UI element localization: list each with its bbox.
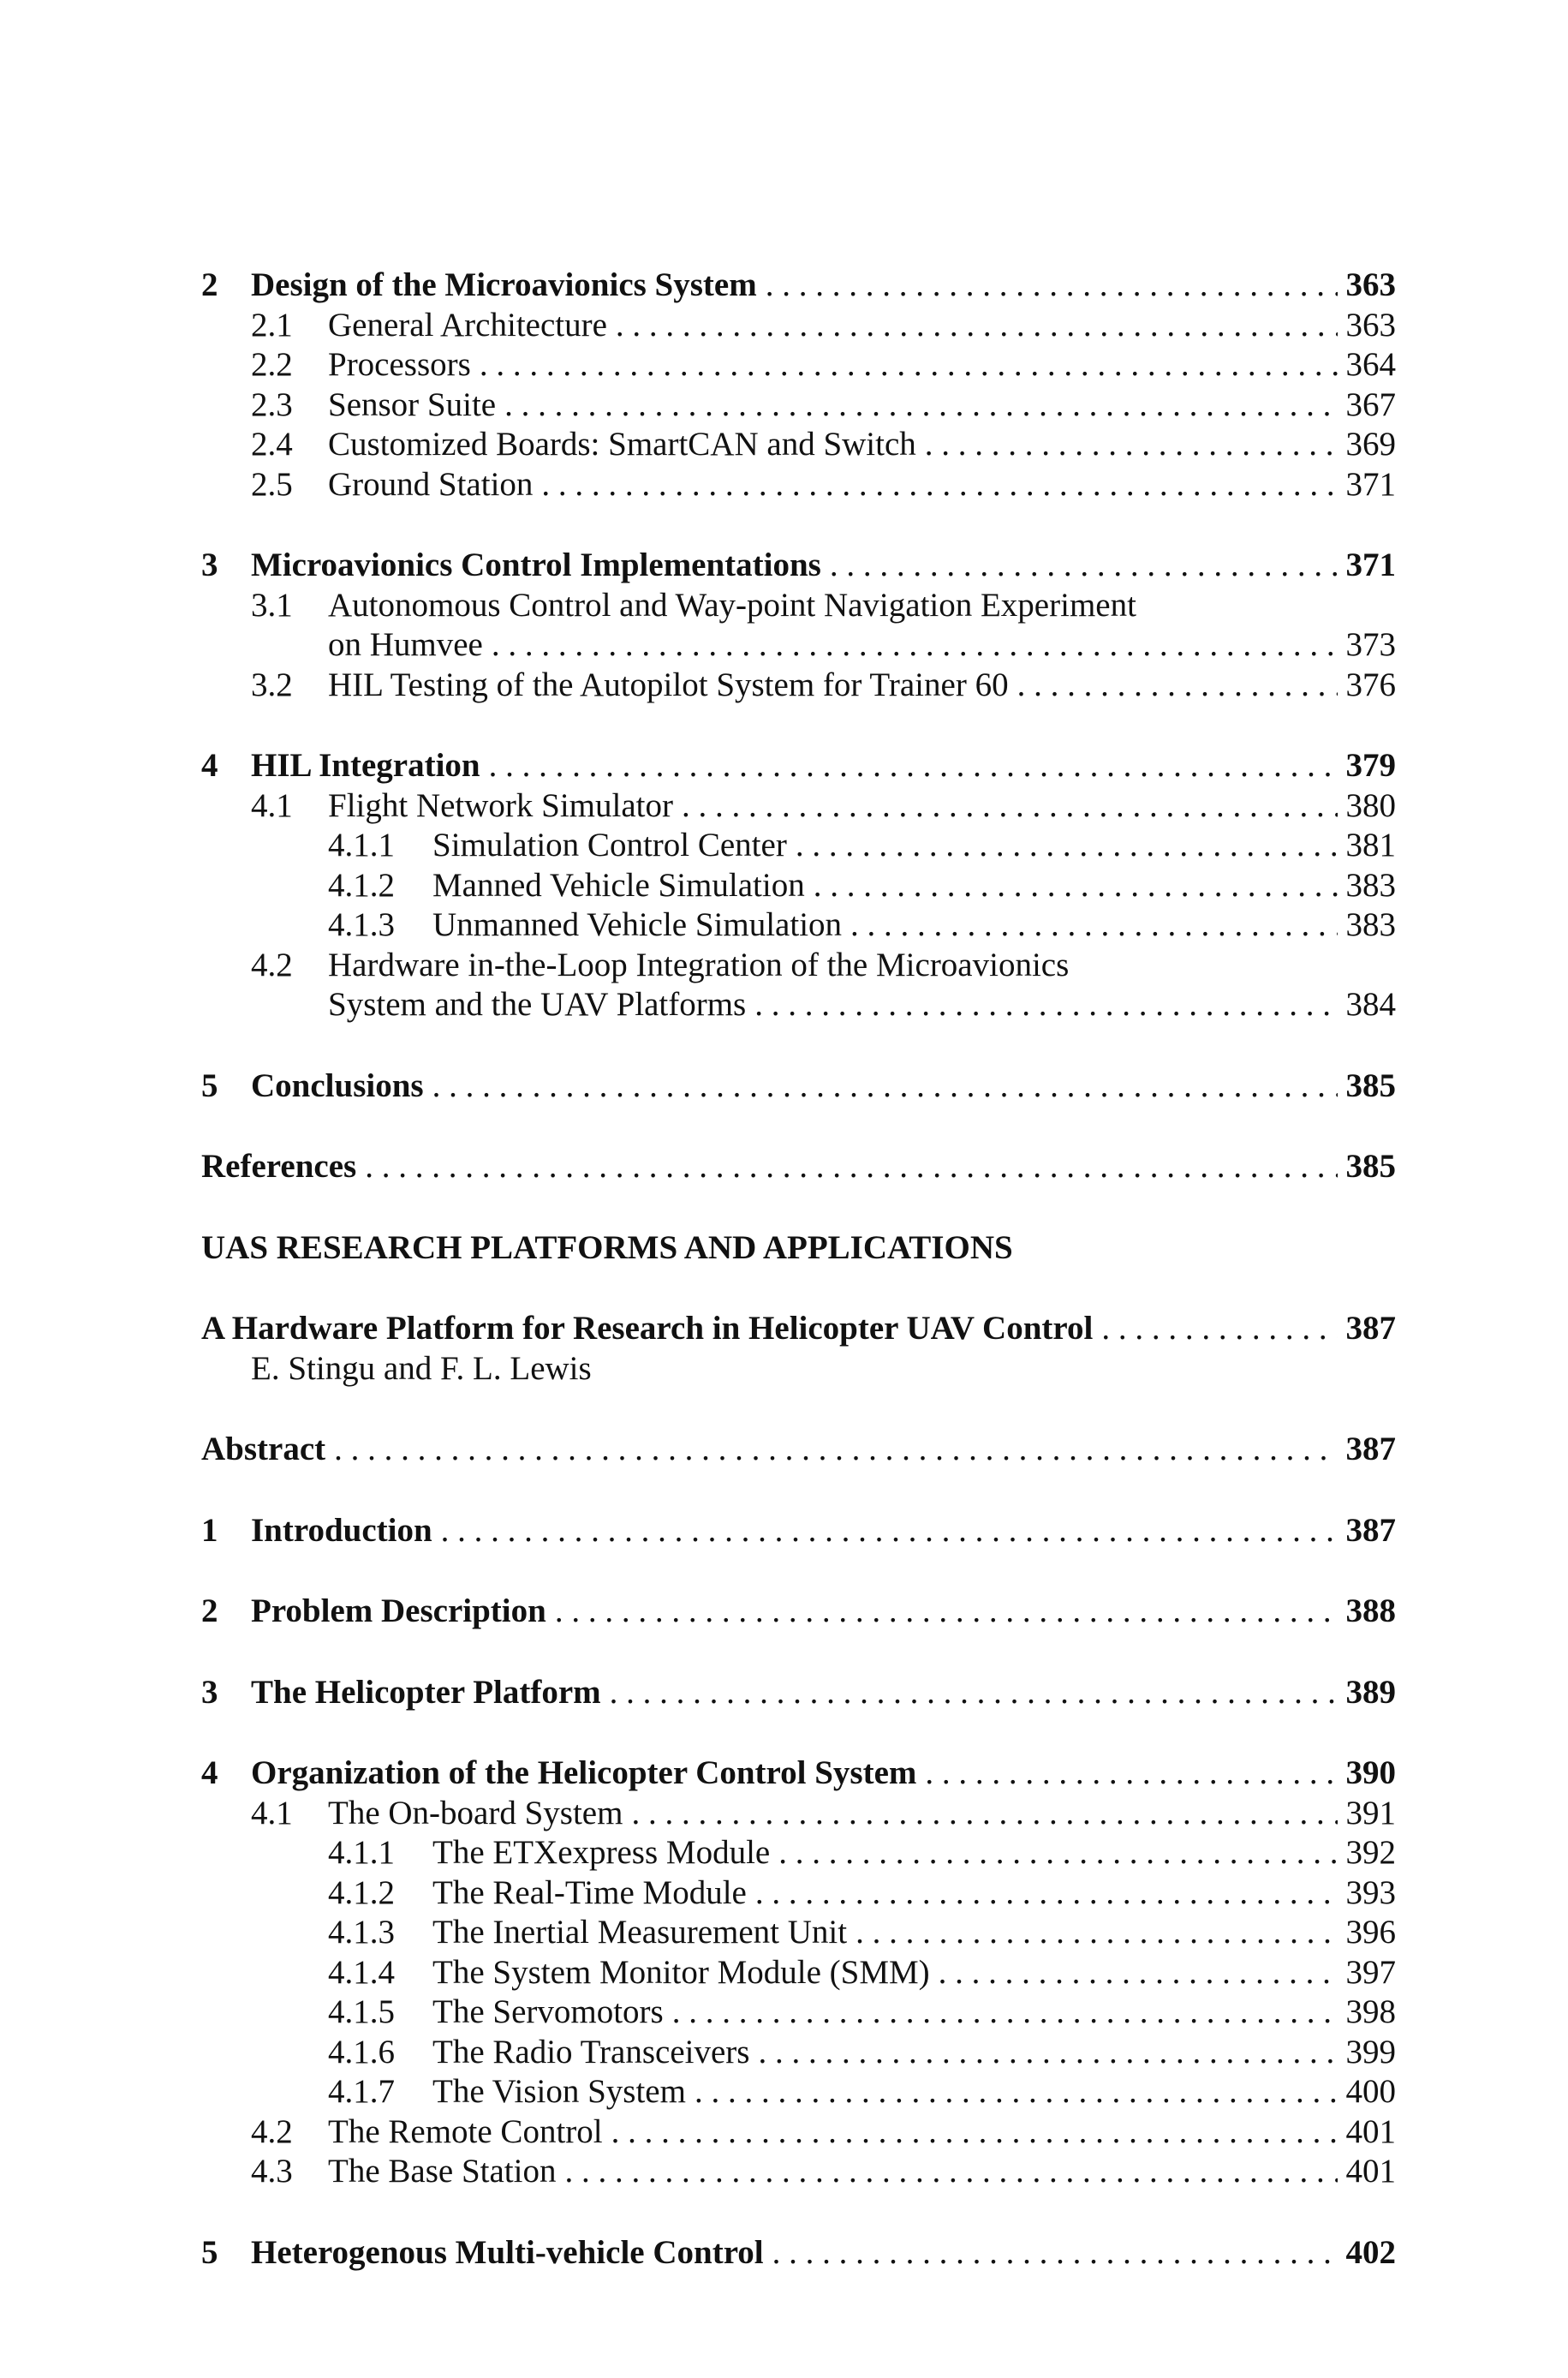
toc-entry[interactable]: [201, 1754, 1396, 1794]
page-number: 367: [1345, 385, 1396, 423]
page-number: 397: [1345, 1953, 1396, 1991]
page-number: 363: [1345, 266, 1396, 303]
spacer: [201, 705, 1396, 746]
page-number: 385: [1345, 1067, 1396, 1104]
dot-leader: [631, 1794, 1337, 1834]
dot-leader: [610, 1673, 1338, 1713]
entry-number: 1: [201, 1511, 218, 1549]
page-number: 383: [1345, 906, 1396, 943]
page-number: 384: [1345, 986, 1396, 1023]
page-number: 383: [1345, 866, 1396, 904]
entry-title: The Vision System: [432, 2073, 686, 2110]
page-number: 388: [1345, 1592, 1396, 1629]
entry-title: Microavionics Control Implementations: [251, 547, 821, 583]
part-title: UAS RESEARCH PLATFORMS AND APPLICATIONS: [201, 1228, 1013, 1266]
dot-leader: [939, 1953, 1338, 1993]
entry-title: Problem Description: [251, 1592, 546, 1629]
page-number: 364: [1345, 346, 1396, 383]
spacer: [201, 1712, 1396, 1754]
dot-leader: [611, 2112, 1338, 2153]
entry-title: Simulation Control Center: [432, 827, 787, 863]
dot-leader: [492, 625, 1338, 666]
entry-title: References: [201, 1148, 357, 1185]
entry-number: 4.1.7: [328, 2073, 395, 2110]
page-number: 376: [1345, 666, 1396, 703]
entry-title: Ground Station: [328, 465, 534, 503]
entry-number: 4.1.2: [328, 1873, 395, 1911]
entry-title: Customized Boards: SmartCAN and Switch: [328, 426, 916, 463]
page-number: 396: [1345, 1914, 1396, 1951]
page-number: 371: [1345, 465, 1396, 503]
entry-title: The On-board System: [328, 1794, 623, 1831]
entry-title: Heterogenous Multi-vehicle Control: [251, 2233, 764, 2271]
page-number: 387: [1345, 1511, 1396, 1549]
page-number: 387: [1345, 1431, 1396, 1467]
dot-leader: [616, 306, 1338, 346]
page-number: 390: [1345, 1754, 1396, 1791]
entry-number: 2.1: [251, 306, 293, 344]
chapter-entry[interactable]: [201, 1309, 1396, 1349]
entry-title: The Remote Control: [328, 2112, 603, 2150]
page-number: 400: [1345, 2073, 1396, 2110]
page-number: 402: [1345, 2233, 1396, 2271]
dot-leader: [432, 1067, 1338, 1107]
entry-title: The Base Station: [328, 2153, 557, 2190]
dot-leader: [778, 1833, 1337, 1873]
entry-number: 4.1.6: [328, 2033, 395, 2070]
entry-title: The ETXexpress Module: [432, 1834, 771, 1871]
dot-leader: [564, 2152, 1337, 2192]
page-number: 401: [1345, 2153, 1396, 2190]
entry-number: 3.2: [251, 666, 293, 703]
toc-entry[interactable]: [201, 1873, 1396, 1914]
entry-title: The Real-Time Module: [432, 1873, 747, 1911]
dot-leader: [334, 1430, 1337, 1470]
toc-entry[interactable]: [201, 1592, 1396, 1632]
dot-leader: [672, 1993, 1338, 2033]
toc-entry[interactable]: [201, 1430, 1396, 1470]
entry-title-line1: Autonomous Control and Way-point Navigation Experiment: [328, 586, 1136, 624]
entry-number: 4.1: [251, 786, 293, 824]
entry-number: 4.1.1: [328, 1834, 395, 1871]
entry-title: Manned Vehicle Simulation: [432, 866, 805, 904]
entry-number: 4.3: [251, 2153, 293, 2190]
page-number: 387: [1345, 1310, 1396, 1347]
dot-leader: [504, 385, 1337, 426]
entry-number: 4.1.3: [328, 906, 395, 943]
entry-number: 2.5: [251, 465, 293, 503]
entry-title: Organization of the Helicopter Control System: [251, 1754, 917, 1791]
toc-entry-line1[interactable]: [201, 946, 1396, 986]
page-number: 401: [1345, 2112, 1396, 2150]
entry-number: 4.2: [251, 946, 293, 983]
spacer: [201, 1470, 1396, 1511]
toc-entry-line1[interactable]: [201, 586, 1396, 626]
dot-leader: [555, 1592, 1338, 1632]
entry-number: 4.2: [251, 2112, 293, 2150]
toc-entry[interactable]: [201, 2152, 1396, 2192]
entry-title: Sensor Suite: [328, 385, 497, 423]
table-of-contents: [201, 266, 1396, 2273]
page-number: 385: [1345, 1148, 1396, 1185]
entry-title: Processors: [328, 346, 471, 383]
entry-number: 5: [201, 1067, 218, 1104]
authors: E. Stingu and F. L. Lewis: [251, 1349, 592, 1387]
spacer: [201, 1025, 1396, 1067]
entry-number: 4: [201, 747, 218, 784]
toc-entry[interactable]: [201, 306, 1396, 346]
toc-entry[interactable]: [201, 345, 1396, 385]
toc-entry[interactable]: [201, 2072, 1396, 2112]
dot-leader: [365, 1147, 1337, 1187]
page-number: 380: [1345, 786, 1396, 824]
toc-entry[interactable]: [201, 1147, 1396, 1187]
toc-entry[interactable]: [201, 465, 1396, 505]
toc-entry[interactable]: [201, 1511, 1396, 1551]
dot-leader: [1017, 666, 1338, 706]
toc-entry[interactable]: [201, 2233, 1396, 2273]
toc-entry[interactable]: [201, 866, 1396, 906]
dot-leader: [755, 1873, 1338, 1914]
entry-number: 4: [201, 1754, 218, 1791]
entry-number: 3.1: [251, 586, 293, 624]
toc-entry[interactable]: [201, 2033, 1396, 2073]
spacer: [201, 1550, 1396, 1592]
page-number: 392: [1345, 1834, 1396, 1871]
entry-title: The System Monitor Module (SMM): [432, 1953, 930, 1991]
entry-number: 4.1.2: [328, 866, 395, 904]
entry-title: System and the UAV Platforms: [328, 986, 747, 1023]
entry-title: Flight Network Simulator: [328, 786, 673, 824]
entry-title: Introduction: [251, 1511, 432, 1549]
spacer: [201, 1389, 1396, 1430]
page-number: 371: [1345, 547, 1396, 583]
page-number: 399: [1345, 2033, 1396, 2070]
toc-entry[interactable]: [201, 1953, 1396, 1993]
spacer: [201, 1632, 1396, 1673]
entry-title: General Architecture: [328, 306, 607, 344]
entry-number: 4.1.1: [328, 827, 395, 863]
dot-leader: [856, 1913, 1337, 1953]
dot-leader: [441, 1511, 1338, 1551]
spacer: [201, 505, 1396, 546]
page-number: 389: [1345, 1673, 1396, 1711]
entry-title: Unmanned Vehicle Simulation: [432, 906, 843, 943]
toc-entry-line2[interactable]: [201, 625, 1396, 666]
toc-entry-line2[interactable]: [201, 985, 1396, 1025]
chapter-title: A Hardware Platform for Research in Helicopter UAV Control: [201, 1310, 1094, 1347]
entry-number: 4.1.4: [328, 1953, 395, 1991]
dot-leader: [754, 985, 1337, 1025]
entry-title: The Helicopter Platform: [251, 1673, 601, 1711]
entry-title: Design of the Microavionics System: [251, 266, 757, 303]
spacer: [201, 1187, 1396, 1228]
spacer: [201, 1106, 1396, 1147]
page-number: 391: [1345, 1794, 1396, 1831]
entry-title: Abstract: [201, 1431, 326, 1467]
spacer: [201, 1268, 1396, 1309]
toc-entry[interactable]: [201, 666, 1396, 706]
toc-entry[interactable]: [201, 826, 1396, 866]
toc-entry[interactable]: [201, 1993, 1396, 2033]
dot-leader: [695, 2072, 1338, 2112]
dot-leader: [925, 425, 1338, 465]
toc-entry[interactable]: [201, 385, 1396, 426]
dot-leader: [772, 2233, 1338, 2273]
dot-leader: [850, 905, 1337, 946]
dot-leader: [758, 2033, 1337, 2073]
entry-number: 4.1: [251, 1794, 293, 1831]
dot-leader: [682, 786, 1338, 827]
dot-leader: [766, 266, 1338, 306]
entry-number: 2.2: [251, 346, 293, 383]
entry-number: 2: [201, 266, 218, 303]
entry-number: 2.3: [251, 385, 293, 423]
entry-number: 3: [201, 547, 218, 583]
toc-entry[interactable]: [201, 1067, 1396, 1107]
toc-entry[interactable]: [201, 1833, 1396, 1873]
page-number: 381: [1345, 827, 1396, 863]
entry-number: 3: [201, 1673, 218, 1711]
toc-entry[interactable]: [201, 786, 1396, 827]
entry-number: 4.1.3: [328, 1914, 395, 1951]
page-number: 369: [1345, 426, 1396, 463]
entry-title: The Servomotors: [432, 1993, 664, 2030]
dot-leader: [489, 746, 1338, 786]
dot-leader: [1101, 1309, 1337, 1349]
dot-leader: [541, 465, 1337, 505]
entry-title: HIL Integration: [251, 747, 480, 784]
entry-title: The Radio Transceivers: [432, 2033, 750, 2070]
page-number: 379: [1345, 747, 1396, 784]
entry-title-line1: Hardware in-the-Loop Integration of the Microavionics: [328, 946, 1070, 983]
dot-leader: [814, 866, 1338, 906]
toc-entry[interactable]: [201, 266, 1396, 306]
entry-number: 2: [201, 1592, 218, 1629]
page-number: 363: [1345, 306, 1396, 344]
entry-title: Conclusions: [251, 1067, 424, 1104]
spacer: [201, 2192, 1396, 2233]
entry-number: 4.1.5: [328, 1993, 395, 2030]
entry-number: 5: [201, 2233, 218, 2271]
page-number: 393: [1345, 1873, 1396, 1911]
entry-title: HIL Testing of the Autopilot System for Trainer 60: [328, 666, 1009, 703]
entry-title: The Inertial Measurement Unit: [432, 1914, 848, 1951]
page-number: 398: [1345, 1993, 1396, 2030]
toc-entry[interactable]: [201, 546, 1396, 586]
part-heading: [201, 1228, 1396, 1269]
chapter-authors: [201, 1349, 1396, 1389]
toc-entry[interactable]: [201, 1913, 1396, 1953]
toc-entry[interactable]: [201, 746, 1396, 786]
toc-entry[interactable]: [201, 1794, 1396, 1834]
entry-number: 2.4: [251, 426, 293, 463]
dot-leader: [830, 546, 1338, 586]
page-number: 373: [1345, 626, 1396, 663]
dot-leader: [925, 1754, 1337, 1794]
toc-entry[interactable]: [201, 425, 1396, 465]
toc-entry[interactable]: [201, 905, 1396, 946]
dot-leader: [796, 826, 1338, 866]
toc-entry[interactable]: [201, 2112, 1396, 2153]
entry-title: on Humvee: [328, 626, 483, 663]
dot-leader: [480, 345, 1338, 385]
toc-entry[interactable]: [201, 1673, 1396, 1713]
